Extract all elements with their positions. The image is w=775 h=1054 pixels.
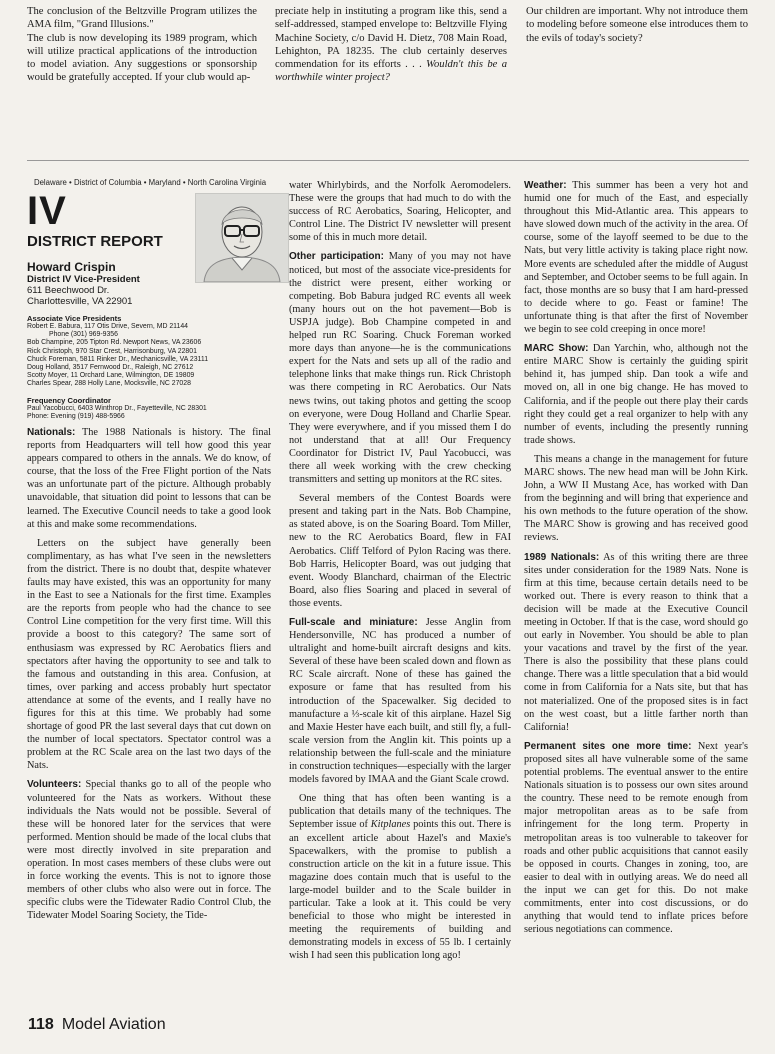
body-column-2 bbox=[289, 179, 511, 968]
lead-1989-nationals: 1989 Nationals: bbox=[524, 551, 600, 563]
assoc-vp-line: Charles Spear, 288 Holly Lane, Mocksville, NC 27028 bbox=[27, 380, 191, 388]
assoc-vp-line: Phone (301) 969-9356 bbox=[49, 331, 118, 339]
paragraph-volunteers bbox=[27, 778, 271, 922]
paragraph-clubs: water Whirlybirds, and the Norfolk Aeromodelers. These were the groups that had much to do with the success of RC Aerobatics, Soaring, Helicopter, and Control Line. The District IV newsletter will present some of this in much more detail. bbox=[289, 180, 511, 244]
lead-full-scale: Full-scale and miniature: bbox=[289, 617, 418, 628]
assoc-vp-line: Scotty Moyer, 11 Orchard Lane, Wilmington, DE 19809 bbox=[27, 372, 195, 380]
vp-role: District IV Vice-President bbox=[27, 274, 140, 285]
paragraph-permanent-sites bbox=[524, 740, 748, 936]
text-kitplanes-b: points this out. There is an excellent article about Hazel's and Maxie's Spacewalkers, with the promise to publish a construction article on the kit in a future issue. This magazine does contain much that is useful to the large-model builder and to the Scale builder in particular. Take a look at it. This could be very beneficial to those who might be interested in meeting the requirements of building and demonstrating models in excess of 55 lb. I certainly wish I had seen this publication long ago! bbox=[289, 819, 511, 962]
section-divider bbox=[27, 160, 749, 161]
text-full-scale: Jesse Anglin from Hendersonville, NC has produced a number of ultralight and home-built aircraft designs and kits. Several of these have been scaled down and flown as RC Scale aircraft. None of these has gained the exposure or fame that has resulted from his introduction of the Spacewalker. Sig decided to manufacture a ⅓-scale kit of this airplane. Hazel Sig and Maxie Hester have each built, and still fly, a full-scale version from the Anglin kit. This points up a relationship between the full-scale and the miniature in construction techniques—especially with the larger models favored by IMAA and the Giant Scale crowd. bbox=[289, 617, 511, 786]
district-report-title: DISTRICT REPORT bbox=[27, 233, 163, 250]
paragraph-full-scale bbox=[289, 616, 511, 786]
lead-nationals: Nationals: bbox=[27, 427, 76, 438]
text-other-participation: Many of you may not have noticed, but most of the associate vice-presidents for the district were present, either working or competing. Bob Babura judged RC events all week (many hours out on the hot pavement—Bob is USPJA judge). Bob Champine competed in and helped run RC Soaring. Chuck Foreman worked more days than anyone—he is the communications expert for the Nats and sets up all of the radio and telephone links that make things run. Rick Christoph was there competing in RC Aerobatics. Our Nats news twins, out taking photos and getting the scoop on everyone, were Doug Holland and Charlie Spear. They were everywhere, and if you missed them I do not understand that at all! Our Frequency Coordinator for District IV, Paul Yacobucci, was there all week working with the crew checking transmitters and setting up monitors at the RC sites. bbox=[289, 251, 511, 486]
paragraph-marc-show bbox=[524, 342, 748, 447]
paragraph-contest-boards: Several members of the Contest Boards were present and taking part in the Nats. Bob Champine, as stated above, is on the Soaring Board. Tom Miller, new to the RC Aerobatics Board, flew in FAI Aerobatics. Cliff Telford of Pylon Racing was there. Bob Harris, Helicopter Board, was out judging that event. Woody Blanchard, chairman of the Electric Board, also flies Soaring and placed in several of those events. bbox=[289, 493, 511, 609]
paragraph-other-participation bbox=[289, 250, 511, 486]
top-col-2-text: preciate help in instituting a program like this, send a self-addressed, stamped envelope to: Beltzville Flying Machine Society, c/o David H. Dietz, 708 Main Road, Lehighton, PA 18235. The club certainly deserves commendation for its efforts . . . bbox=[275, 6, 507, 71]
text-kitplanes-a: One thing that has often been wanting is a publication that details many of the techniques. The September issue of bbox=[289, 793, 511, 831]
freq-line: Paul Yacobucci, 6403 Winthrop Dr., Fayetteville, NC 28301 bbox=[27, 404, 207, 412]
text-volunteers: Special thanks go to all of the people who volunteered for the Nats as workers. Without these individuals the Nats would not be possible. Several of these will be honored later for the services that were performed. Mention should be made of the local clubs that were most directly involved in site preparation and operation. In most cases members of these clubs were out in force working the events. This is not to ignore those members of other clubs who also were out in force. The specific clubs were the Tidewater Radio Control Club, the Tidewater Model Soaring Society, the Tide- bbox=[27, 779, 271, 922]
page-footer bbox=[28, 1016, 166, 1034]
assoc-vp-line: Robert E. Babura, 117 Otis Drive, Severn, MD 21144 bbox=[27, 323, 188, 330]
text-1989-nationals: As of this writing there are three sites under consideration for the 1989 Nats. None is firm at this time, because certain details need to be worked out. There is every reason to think that a decision will be made at the Executive Council meeting in October. If that is the case, word should go out early in November. You should be able to plan your vacations and travel by the first of the year. There is also the possibility that these plans could change. There was a little speculation that a bid would come in from California for a Nats site, but that has not materialized. One of the proposed sites is in fact on the west coast, but a little farther north than California! bbox=[524, 551, 748, 733]
top-col-2 bbox=[275, 5, 507, 85]
vp-name: Howard Crispin bbox=[27, 260, 116, 274]
assoc-vp-line: Rick Christoph, 970 Star Crest, Harrisonburg, VA 22801 bbox=[27, 347, 197, 355]
lead-volunteers: Volunteers: bbox=[27, 779, 82, 791]
assoc-vp-line: Doug Holland, 3517 Fernwood Dr., Raleigh, NC 27612 bbox=[27, 364, 194, 372]
freq-line: Phone: Evening (919) 488-5966 bbox=[27, 412, 125, 420]
assoc-vp-list bbox=[27, 323, 287, 389]
paragraph-weather bbox=[524, 179, 748, 336]
lead-permanent-sites: Permanent sites one more time: bbox=[524, 740, 692, 752]
lead-marc-show: MARC Show: bbox=[524, 343, 589, 355]
paragraph-1989-nationals bbox=[524, 551, 748, 734]
body-column-3 bbox=[524, 179, 748, 942]
body-column-1 bbox=[27, 426, 271, 928]
freq-coordinator bbox=[27, 405, 287, 421]
vp-address bbox=[27, 285, 287, 307]
text-permanent-sites: Next year's proposed sites all have vulnerable some of the same potential problems. The eventual answer to the entire Nationals situation is to possess our own sites around the country. These need to be remote enough from major metropolitan areas as to be safe from infringement for the long term. Property in metropolitan areas is too vulnerable to takeover for roads and other public acquisitions that cannot easily be opposed in courts. Changes in zoning, too, are easier to deal with in outlying areas. We do need all the input we can get for this. Do not make commitments, enter into cost discussions, or do anything that would tend to inflate prices before serious negotiations can commence. bbox=[524, 740, 748, 936]
top-col-1: The conclusion of the Beltzville Program utilizes the AMA film, "Grand Illusions." The club is now developing its 1989 program, which will utilize practical applications of the introduction to model aviation. Any suggestions or sponsorship would be gratefully accepted. If your club would ap- bbox=[27, 6, 257, 84]
assoc-vp-line: Chuck Foreman, 5811 Rinker Dr., Mechanicsville, VA 23111 bbox=[27, 355, 209, 363]
freq-coordinator-heading: Frequency Coordinator bbox=[27, 395, 111, 405]
lead-weather: Weather: bbox=[524, 180, 567, 191]
page-number: 118 bbox=[28, 1016, 54, 1033]
text-weather: This summer has been a very hot and humid one for much of the East, and especially throughout this Mid-Atlantic area. This appears to have slowed down much of the activity in the area. Of course, some of the layoff seemed to be due to the Nats, but very little activity is taking place right now. More events are scheduled after the middle of August and September, and October seems to be full again. In fact, those months are so busy that I am hard-pressed to decide where to go. Feast or famine! The unfortunate thing is that after the first of November we begin to see cold creeping in once more! bbox=[524, 180, 748, 336]
paragraph-letters: Letters on the subject have generally been complimentary, as has what I've seen in the newsletters from the district. There is no doubt that, despite whatever faults may have existed, this was an opportunity for many in the East to see a Nationals for the first time. Examples are the reports from people who had the chance to see Control Line competition for the very first time. Will this provide a boost to this category? The same sort of enthusiasm was expressed by RC Aerobatics fliers and spectators after having the opportunity to see and talk to the famous and outstanding in this area. Confusion, at times, over parking and access probably hurt spectator attendance at some of the events, and I really have no figures for this at this time. We probably had some shortage of good PR the last several days that cut down on the number of local spectators. Spectator control was a problem at the RC Scale area on the last two days of the Nats. bbox=[27, 537, 271, 772]
paragraph-marc-management: This means a change in the management for future MARC shows. The new head man will be John Kirk. John, a WW II Mustang Ace, has worked with Dan from the beginning and will bring that experience and his own methods to the future operation of the show. The MARC Show is growing and has received good reviews. bbox=[524, 453, 748, 544]
text-kitplanes-title: Kitplanes bbox=[370, 819, 411, 831]
vp-address-line-1: 611 Beechwood Dr. bbox=[27, 285, 110, 296]
paragraph-nationals bbox=[27, 426, 271, 531]
paragraph-kitplanes bbox=[289, 792, 511, 962]
district-number: IV bbox=[27, 189, 67, 233]
vp-portrait-photo bbox=[195, 193, 289, 283]
lead-other-participation: Other participation: bbox=[289, 251, 384, 263]
assoc-vp-heading: Associate Vice Presidents bbox=[27, 314, 122, 323]
vp-address-line-2: Charlottesville, VA 22901 bbox=[27, 296, 133, 307]
top-col-2-italic: Wouldn't this be a worthwhile winter project? bbox=[275, 59, 507, 84]
district-states: Delaware • District of Columbia • Maryland • North Carolina Virginia bbox=[33, 178, 267, 187]
top-col-3: Our children are important. Why not introduce them to modeling before someone else introduces them to the evils of today's society? bbox=[526, 6, 748, 44]
text-nationals: The 1988 Nationals is history. The final reports from Headquarters will tell how good this year appears compared to others in the annals. We do know, of course, that the loss of the Free Flight portion of the Nats was an unfortunate part of the picture. Although probably unavoidable, that situation did point to lessons that can be learned. The Executive Council needs to take a good look at this and make some recommendations. bbox=[27, 427, 271, 530]
portrait-image bbox=[196, 194, 288, 282]
assoc-vp-line: Bob Champine, 205 Tipton Rd. Newport News, VA 23606 bbox=[27, 339, 202, 347]
text-marc-show: Dan Yarchin, who, although not the entire MARC Show is certainly the guiding spirit behind it, has jumped ship. Dan took a wife and moved on, all in one big change. He has moved to California, and if the people out there play their cards right they could get a real organizer to help with any number of events, including the presently running trade shows. bbox=[524, 343, 748, 446]
magazine-name: Model Aviation bbox=[61, 1016, 166, 1033]
